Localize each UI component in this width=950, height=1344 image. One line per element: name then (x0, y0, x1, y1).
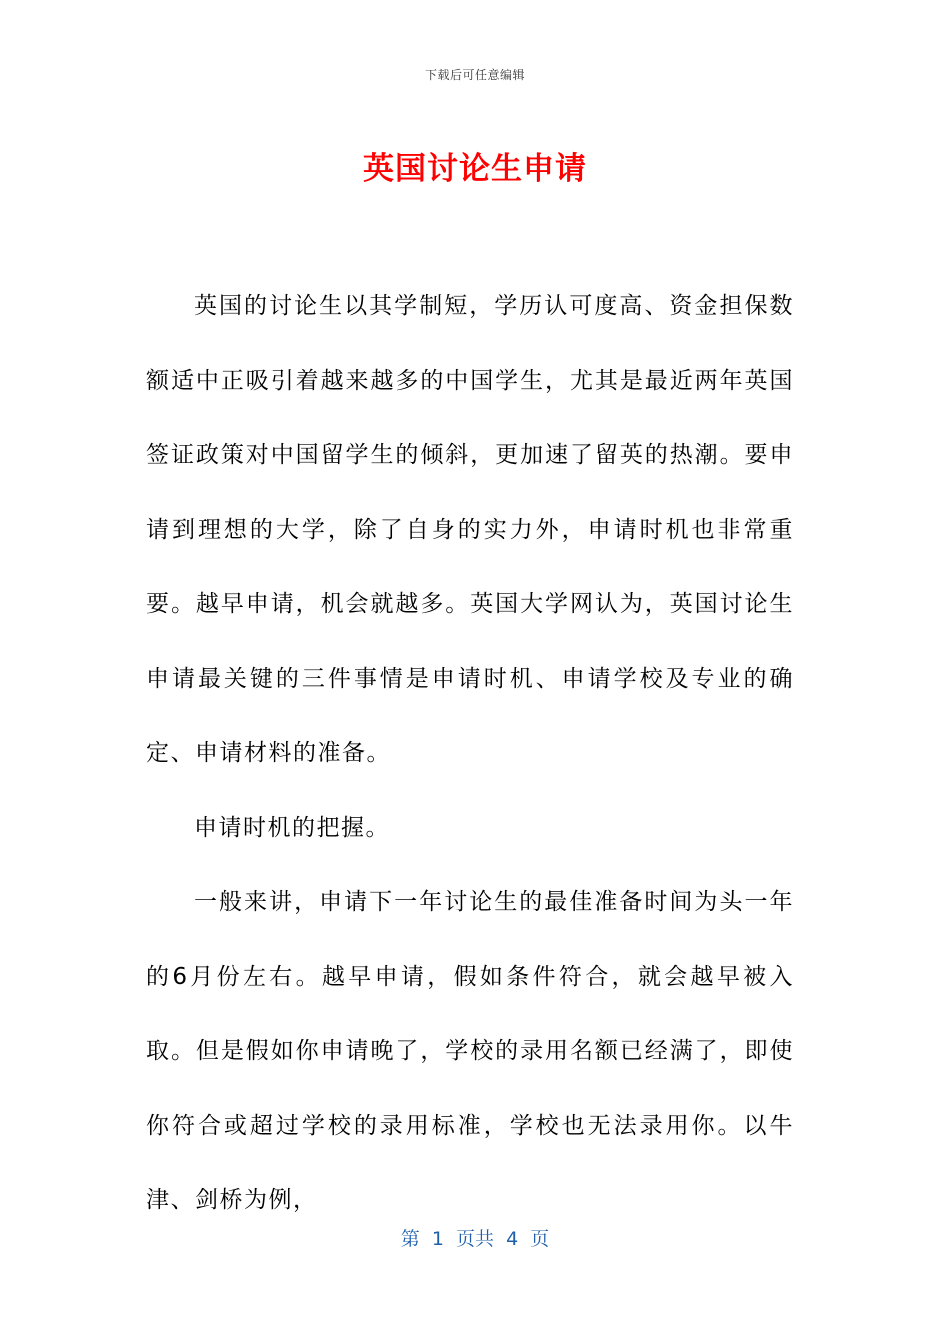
header-note: 下载后可任意编辑 (424, 68, 525, 82)
document-title: 英国讨论生申请 (363, 151, 587, 187)
paragraph-timing-heading: 申请时机的把握。 (194, 814, 390, 841)
paragraph-intro: 英国的讨论生以其学制短，学历认可度高、资金担保数额适中正吸引着越来越多的中国学生，尤其是最近两年英国签证政策对中国留学生的倾斜，更加速了留英的热潮。要申请到理想的大学，除了自身的实力外，申请时机也非常重要。越早申请，机会就越多。英国大学网认为，英国讨论生申请最关键的三件事情是申请时机、申请学校及专业的确定、申请材料的准备。 (146, 293, 794, 766)
document-body (146, 269, 794, 1238)
page-number: 第 1 页共 4 页 (400, 1228, 550, 1250)
paragraph-timing-detail: 一般来讲，申请下一年讨论生的最佳准备时间为头一年的6月份左右。越早申请，假如条件符合，就会越早被入取。但是假如你申请晚了，学校的录用名额已经满了，即使你符合或超过学校的录用标准，学校也无法录用你。以牛津、剑桥为例， (146, 889, 794, 1213)
